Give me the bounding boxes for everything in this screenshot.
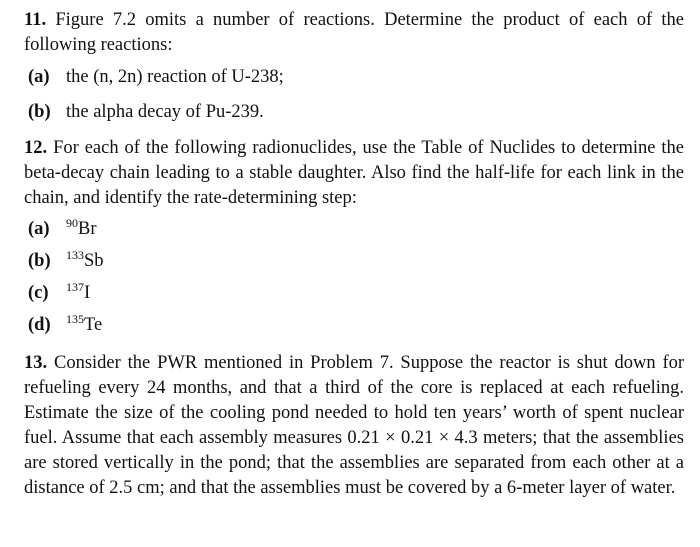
item-label: (d) [28,315,51,335]
problem-11-items [24,65,684,125]
problem-12 [24,136,684,338]
item-label: (a) [28,67,50,87]
problem-page [24,8,684,501]
problem-text: Figure 7.2 omits a number of reactions. Determine the product of each of the following reactions: [24,10,685,55]
problem-13 [24,351,684,501]
list-item [24,65,684,90]
problem-12-statement [24,136,684,211]
problem-number: 11. [24,10,47,30]
item-text: the alpha decay of Pu-239. [66,102,264,122]
mass-number: 137 [66,280,84,294]
mass-number: 133 [66,248,84,262]
item-label: (a) [28,219,50,239]
problem-11-statement [24,8,684,58]
element-symbol: Sb [84,251,104,271]
element-symbol: Te [84,315,103,335]
item-label: (b) [28,102,51,122]
problem-number: 13. [24,353,48,373]
element-symbol: I [84,283,91,303]
problem-13-statement [24,351,684,501]
list-item [24,281,684,306]
problem-text: Consider the PWR mentioned in Problem 7. Suppose the reactor is shut down for refueling every 24 months, and that a third of the core is replaced at each refueling. Estimate the size of the cooling pond needed to hold ten years’ worth of spent nuclear fuel. Assume that each assembly measures 0.21 × 0.21 × 4.3 meters; that the assemblies are stored vertically in the pond; that the assemblies are separated from each other at a distance of 2.5 cm; and that the assemblies must be covered by a 6-meter layer of water. [24,353,685,498]
problem-12-items [24,217,684,338]
problem-11 [24,8,684,125]
list-item [24,100,684,125]
list-item [24,249,684,274]
item-label: (c) [28,283,49,303]
element-symbol: Br [78,219,97,239]
problem-text: For each of the following radionuclides, use the Table of Nuclides to determine the beta-decay chain leading to a stable daughter. Also find the half-life for each link in the chain, and identify the rate-determining step: [24,138,685,208]
list-item [24,217,684,242]
problem-number: 12. [24,138,48,158]
item-label: (b) [28,251,51,271]
mass-number: 135 [66,312,84,326]
item-text: the (n, 2n) reaction of U-238; [66,67,284,87]
list-item [24,313,684,338]
mass-number: 90 [66,216,78,230]
